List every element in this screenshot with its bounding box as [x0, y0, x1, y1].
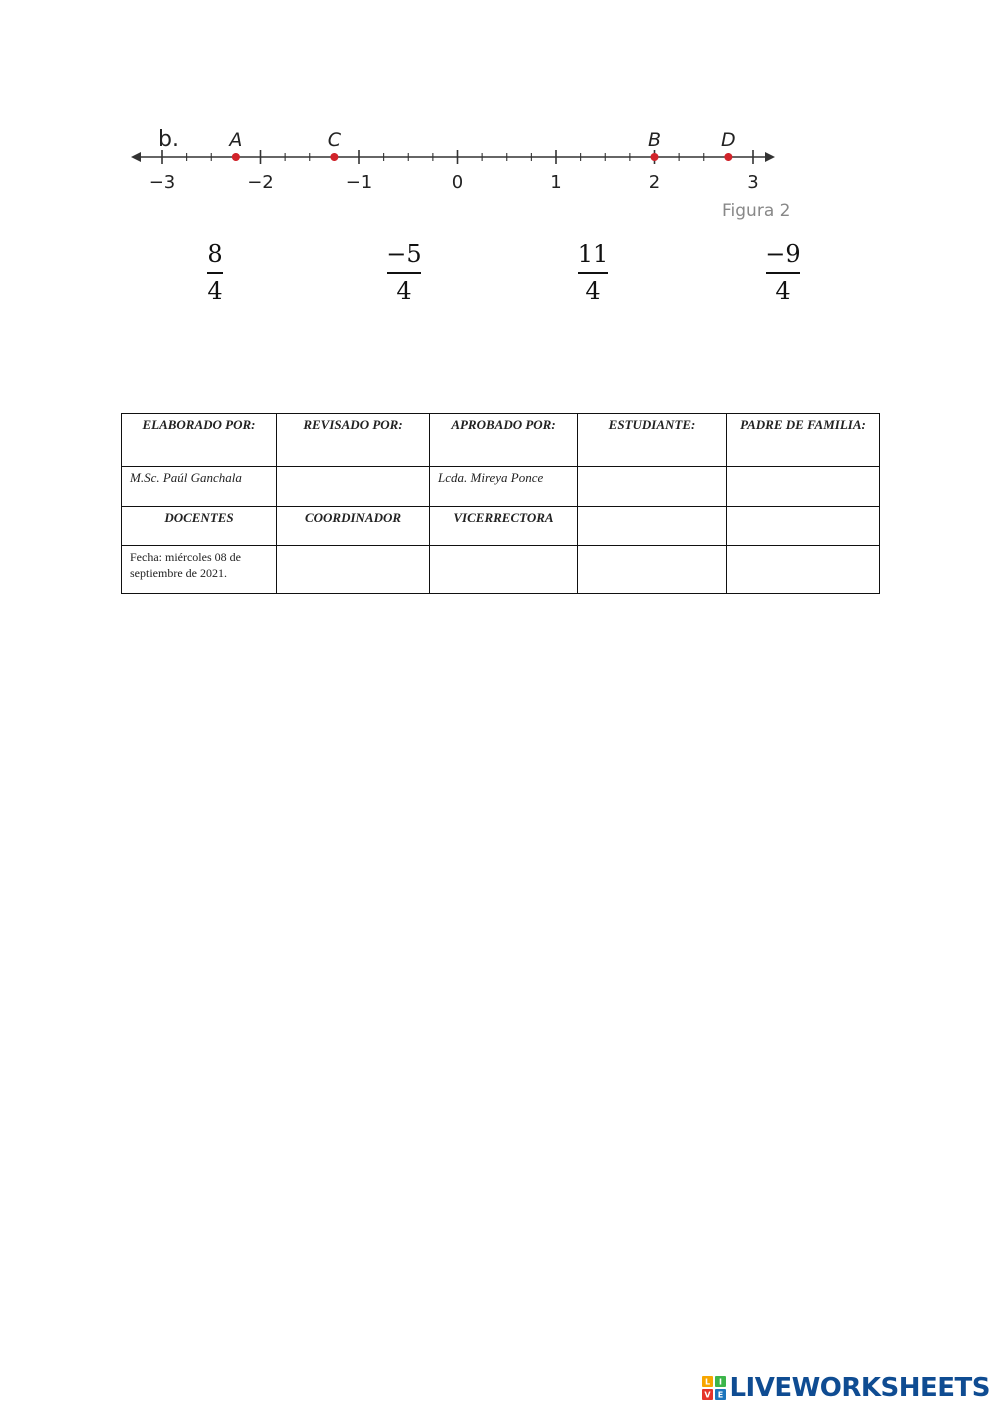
fraction-numerator: −5: [386, 240, 422, 268]
badge-letter: L: [705, 1377, 711, 1387]
tick-label: 3: [747, 172, 759, 193]
number-line-figure: [0, 0, 1000, 230]
name-revisado: [277, 467, 430, 507]
header-estudiante: ESTUDIANTE:: [578, 414, 727, 467]
badge-letter: V: [704, 1390, 712, 1400]
point-b: [651, 153, 659, 161]
badge-letter: E: [718, 1390, 724, 1400]
badge-letter: I: [719, 1377, 723, 1387]
point-label-d: D: [721, 129, 736, 151]
empty-cell: [727, 546, 880, 594]
part-label: b.: [158, 127, 179, 152]
fraction-denominator: 4: [775, 277, 791, 305]
role-vicerrectora: VICERRECTORA: [430, 507, 578, 546]
empty-cell: [277, 546, 430, 594]
name-padre: [727, 467, 880, 507]
fraction-denominator: 4: [207, 277, 223, 305]
fraction-2: [374, 240, 434, 305]
role-docentes: DOCENTES: [122, 507, 277, 546]
fraction-denominator: 4: [585, 277, 601, 305]
point-d: [724, 153, 732, 161]
figure-caption: Figura 2: [722, 201, 791, 221]
point-label-a: A: [229, 129, 243, 151]
point-a: [232, 153, 240, 161]
tick-label: −2: [247, 172, 274, 193]
tick-label: −3: [148, 172, 176, 193]
tick-label: 2: [648, 172, 661, 193]
role-coordinador: COORDINADOR: [277, 507, 430, 546]
left-arrow-icon: [131, 152, 141, 162]
name-elaborado: M.Sc. Paúl Ganchala: [122, 467, 277, 507]
role-estudiante: [578, 507, 727, 546]
fraction-1: [185, 240, 245, 305]
right-arrow-icon: [765, 152, 775, 162]
live-badge-icon: [702, 1376, 726, 1400]
tick-label: 1: [550, 172, 562, 193]
header-revisado: REVISADO POR:: [277, 414, 430, 467]
point-label-b: B: [647, 129, 662, 151]
fraction-4: [753, 240, 813, 305]
signature-table: [121, 413, 880, 594]
tick-label: −1: [345, 172, 373, 193]
tick-label: 0: [451, 172, 464, 193]
empty-cell: [430, 546, 578, 594]
header-padre: PADRE DE FAMILIA:: [727, 414, 880, 467]
fraction-numerator: −9: [765, 240, 801, 268]
header-aprobado: APROBADO POR:: [430, 414, 578, 467]
brand-text: LIVEWORKSHEETS: [729, 1373, 990, 1403]
empty-cell: [578, 546, 727, 594]
fraction-denominator: 4: [396, 277, 412, 305]
name-aprobado: Lcda. Mireya Ponce: [430, 467, 578, 507]
fraction-numerator: 11: [577, 240, 609, 268]
name-estudiante: [578, 467, 727, 507]
fraction-3: [563, 240, 623, 305]
header-elaborado: ELABORADO POR:: [122, 414, 277, 467]
date-cell: Fecha: miércoles 08 de septiembre de 2021.: [122, 546, 277, 594]
point-label-c: C: [327, 129, 342, 151]
point-c: [330, 153, 338, 161]
role-padre: [727, 507, 880, 546]
liveworksheets-logo: [702, 1373, 990, 1403]
fraction-numerator: 8: [207, 240, 223, 268]
